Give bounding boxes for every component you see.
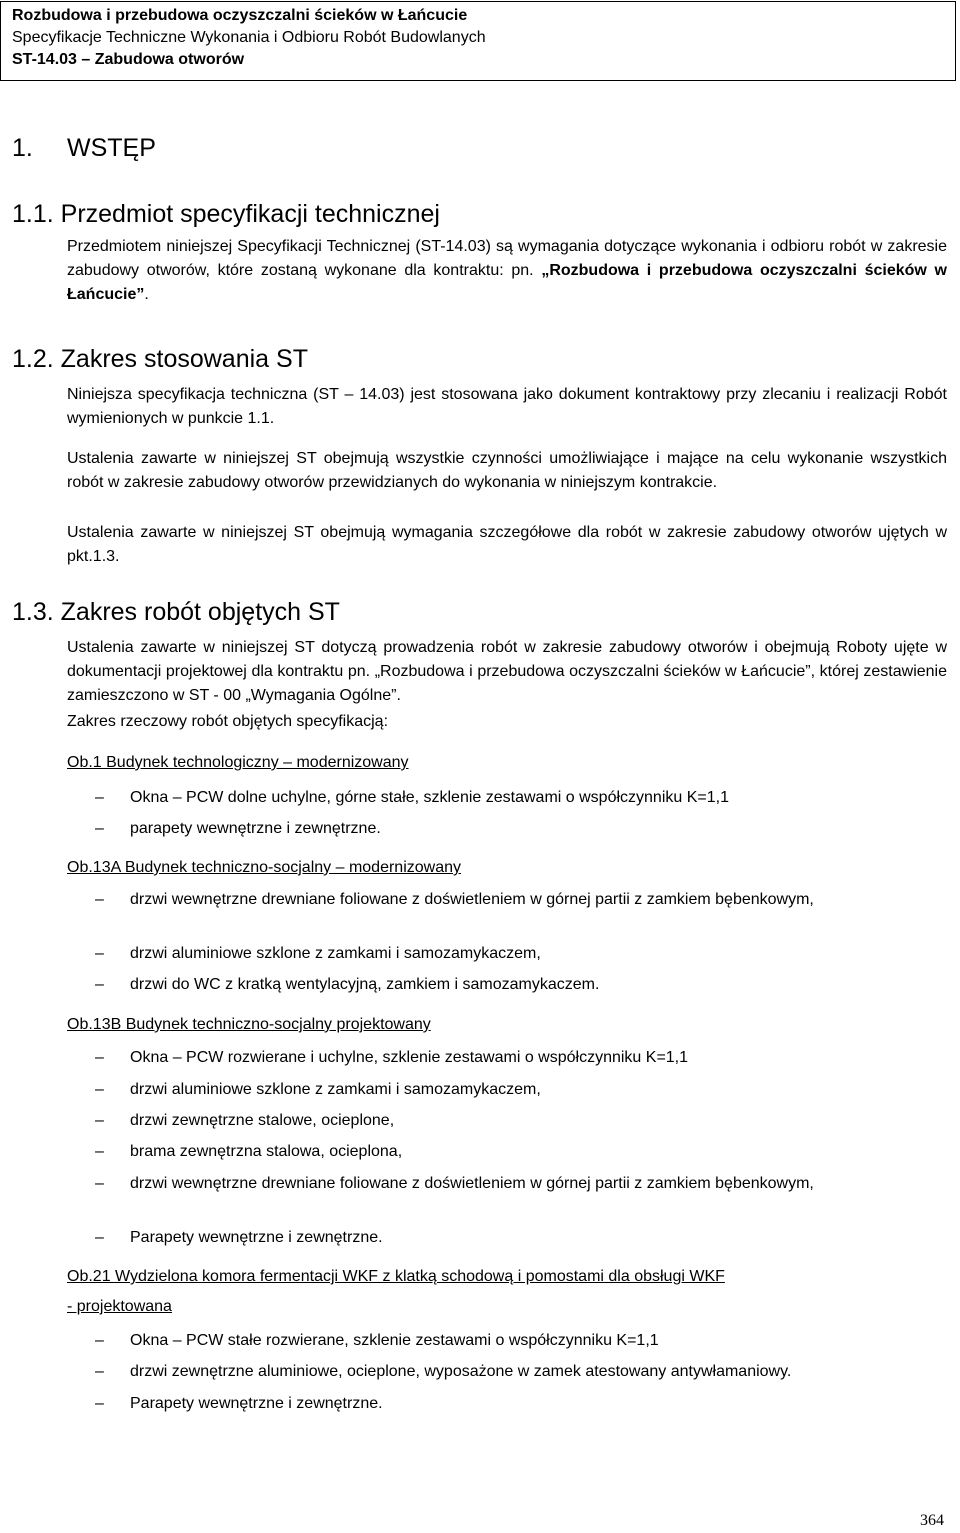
project-name-bold: „Rozbudowa i przebudowa oczyszczalni ścieków w Łańcucie”	[67, 262, 947, 303]
dash-icon: –	[95, 1229, 104, 1246]
dash-icon: –	[95, 1395, 104, 1412]
dash-icon: –	[95, 820, 104, 837]
paragraph-1-1-end: .	[144, 286, 149, 303]
paragraph-1-2-b: Ustalenia zawarte w niniejszej ST obejmują wszystkie czynności umożliwiające i mające na celu wykonanie wszystkich robót w zakresie zabudowy otworów przewidzianych do wykonania w niniejszym kontrakcie.	[67, 450, 947, 491]
dash-icon: –	[95, 945, 104, 962]
object-heading: Ob.1 Budynek technologiczny – modernizowany	[67, 754, 409, 771]
dash-icon: –	[95, 891, 104, 908]
section-number: 1.	[12, 134, 33, 162]
object-heading: Ob.21 Wydzielona komora fermentacji WKF z klatką schodową i pomostami dla obsługi WKF	[67, 1268, 725, 1285]
dash-icon: –	[95, 1175, 104, 1192]
dash-icon: –	[95, 789, 104, 806]
heading-1-3: 1.3. Zakres robót objętych ST	[12, 598, 340, 626]
dash-icon: –	[95, 1112, 104, 1129]
heading-1-1: 1.1. Przedmiot specyfikacji technicznej	[12, 200, 440, 228]
heading-1-2: 1.2. Zakres stosowania ST	[12, 345, 308, 373]
paragraph-1-2-c: Ustalenia zawarte w niniejszej ST obejmują wymagania szczegółowe dla robót w zakresie zabudowy otworów ujętych w pkt.1.3.	[67, 524, 947, 565]
dash-icon: –	[95, 1143, 104, 1160]
paragraph-1-2-a: Niniejsza specyfikacja techniczna (ST – 14.03) jest stosowana jako dokument kontraktowy przy zlecaniu i realizacji Robót wymienionych w punkcie 1.1.	[67, 386, 947, 427]
section-heading-1	[12, 134, 156, 163]
dash-icon: –	[95, 1332, 104, 1349]
header-spec-title: Specyfikacje Techniczne Wykonania i Odbioru Robót Budowlanych	[12, 29, 486, 46]
section-title: WSTĘP	[67, 134, 156, 162]
header-section-code: ST-14.03 – Zabudowa otworów	[12, 51, 245, 68]
dash-icon: –	[95, 1081, 104, 1098]
object-heading-continued: - projektowana	[67, 1298, 172, 1315]
header-project-title: Rozbudowa i przebudowa oczyszczalni ścieków w Łańcucie	[12, 7, 468, 24]
paragraph-1-1-text: Przedmiotem niniejszej Specyfikacji Technicznej (ST-14.03) są wymagania dotyczące wykonania i odbioru robót w zakresie zabudowy otworów, które zostaną wykonane dla kontraktu: pn.	[67, 238, 947, 279]
document-header	[0, 1, 956, 81]
paragraph-1-3-a: Ustalenia zawarte w niniejszej ST dotyczą prowadzenia robót w zakresie zabudowy otworów i obejmują Roboty ujęte w dokumentacji projektowej dla kontraktu pn. „Rozbudowa i przebudowa oczyszczalni ścieków w Łańcucie”, której zestawienie zamieszczono w ST - 00 „Wymagania Ogólne”.	[67, 639, 947, 704]
paragraph-1-3-b: Zakres rzeczowy robót objętych specyfikacją:	[67, 713, 389, 730]
paragraph-1-1	[67, 235, 947, 307]
dash-icon: –	[95, 976, 104, 993]
dash-icon: –	[95, 1363, 104, 1380]
object-heading: Ob.13A Budynek techniczno-socjalny – modernizowany	[67, 859, 461, 876]
page-number: 364	[920, 1512, 944, 1529]
object-heading: Ob.13B Budynek techniczno-socjalny projektowany	[67, 1016, 431, 1033]
dash-icon: –	[95, 1049, 104, 1066]
